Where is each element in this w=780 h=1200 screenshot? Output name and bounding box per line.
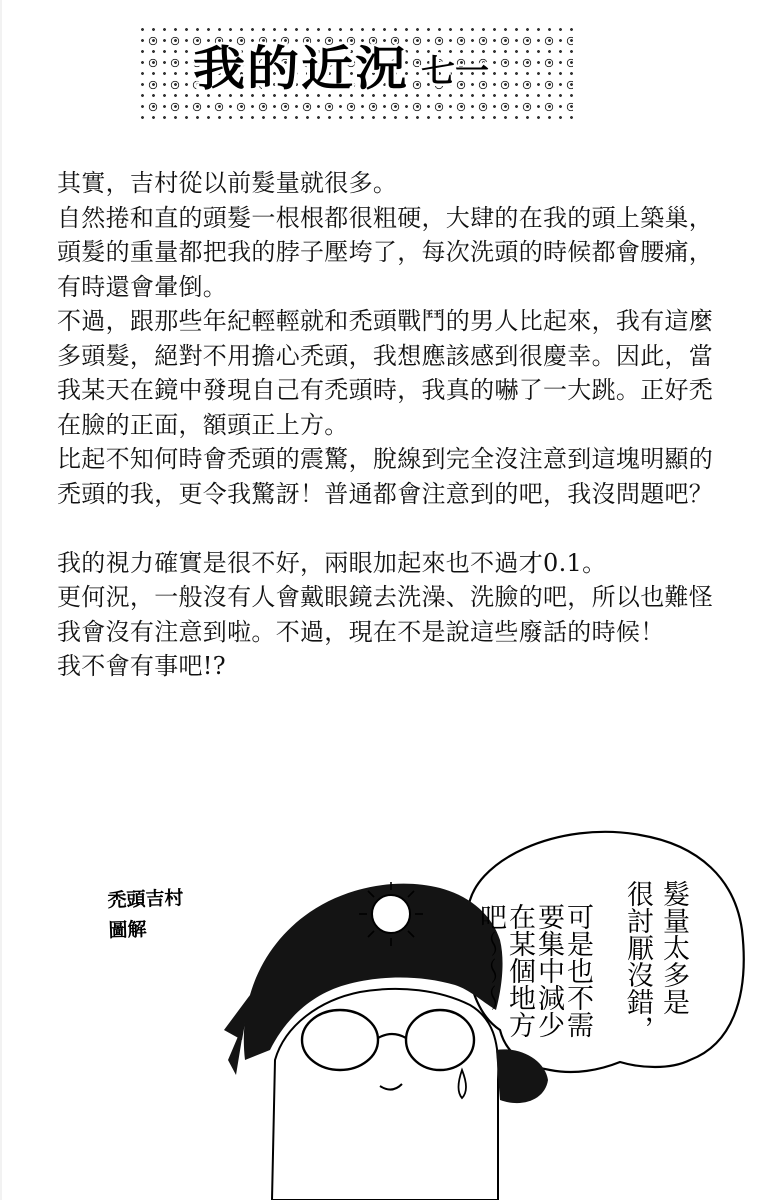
text-line: 頭髮的重量都把我的脖子壓垮了，每次洗頭的時候都會腰痛， (57, 238, 714, 266)
title-text: 我的近況 (193, 41, 410, 98)
bubble-text-column: 髮量太多是 (658, 880, 689, 1015)
paragraph-gap (57, 511, 757, 546)
bubble-text-column: 可是也不需 (562, 903, 593, 1038)
paragraph-5 (57, 546, 757, 684)
paragraph-4 (57, 442, 757, 511)
paragraph-1 (57, 166, 757, 201)
text-line: 有時還會暈倒。 (57, 272, 228, 301)
text-line: 多頭髮，絕對不用擔心禿頭，我想應該感到很慶幸。因此，當 (57, 341, 714, 370)
text-line: 我不會有事吧!? (57, 652, 226, 680)
text-line: 禿頭的我，更令我驚訝！普通都會注意到的吧，我沒問題吧？ (57, 479, 714, 508)
bald-spot (372, 895, 410, 933)
text-line: 比起不知何時會禿頭的震驚，脫線到完全沒注意到這塊明顯的 (57, 445, 714, 473)
body-text (57, 166, 757, 684)
bubble-text-column: 要集中減少 (533, 903, 564, 1038)
title-suffix: 七一 (421, 52, 490, 90)
text-line: 自然捲和直的頭髮一根根都很粗硬，大肆的在我的頭上築巢， (57, 203, 714, 232)
text-line: 我的視力確實是很不好，兩眼加起來也不過才0.1。 (57, 548, 607, 577)
caption-line: 禿頭吉村 (107, 887, 184, 912)
text-line: 其實，吉村從以前髮量就很多。 (57, 169, 398, 197)
text-line: 更何況，一般沒有人會戴眼鏡去洗澡、洗臉的吧，所以也難怪 (57, 583, 714, 611)
page-title (193, 40, 489, 101)
header-banner (137, 24, 573, 120)
bubble-text-column: 吧～～～ (475, 903, 506, 1011)
paragraph-3 (57, 304, 757, 442)
caption-line: 圖解 (108, 918, 147, 942)
text-line: 在臉的正面，額頭正上方。 (57, 410, 349, 439)
bubble-text-column: 在某個地方 (504, 903, 535, 1038)
text-line: 我會沒有注意到啦。不過，現在不是說這些廢話的時候！ (57, 617, 665, 646)
text-line: 不過，跟那些年紀輕輕就和禿頭戰鬥的男人比起來，我有這麼 (57, 307, 714, 335)
paragraph-2 (57, 201, 757, 305)
text-line: 我某天在鏡中發現自己有禿頭時，我真的嚇了一大跳。正好禿 (57, 376, 714, 404)
bubble-text-column: 很討厭沒錯， (622, 880, 653, 1042)
